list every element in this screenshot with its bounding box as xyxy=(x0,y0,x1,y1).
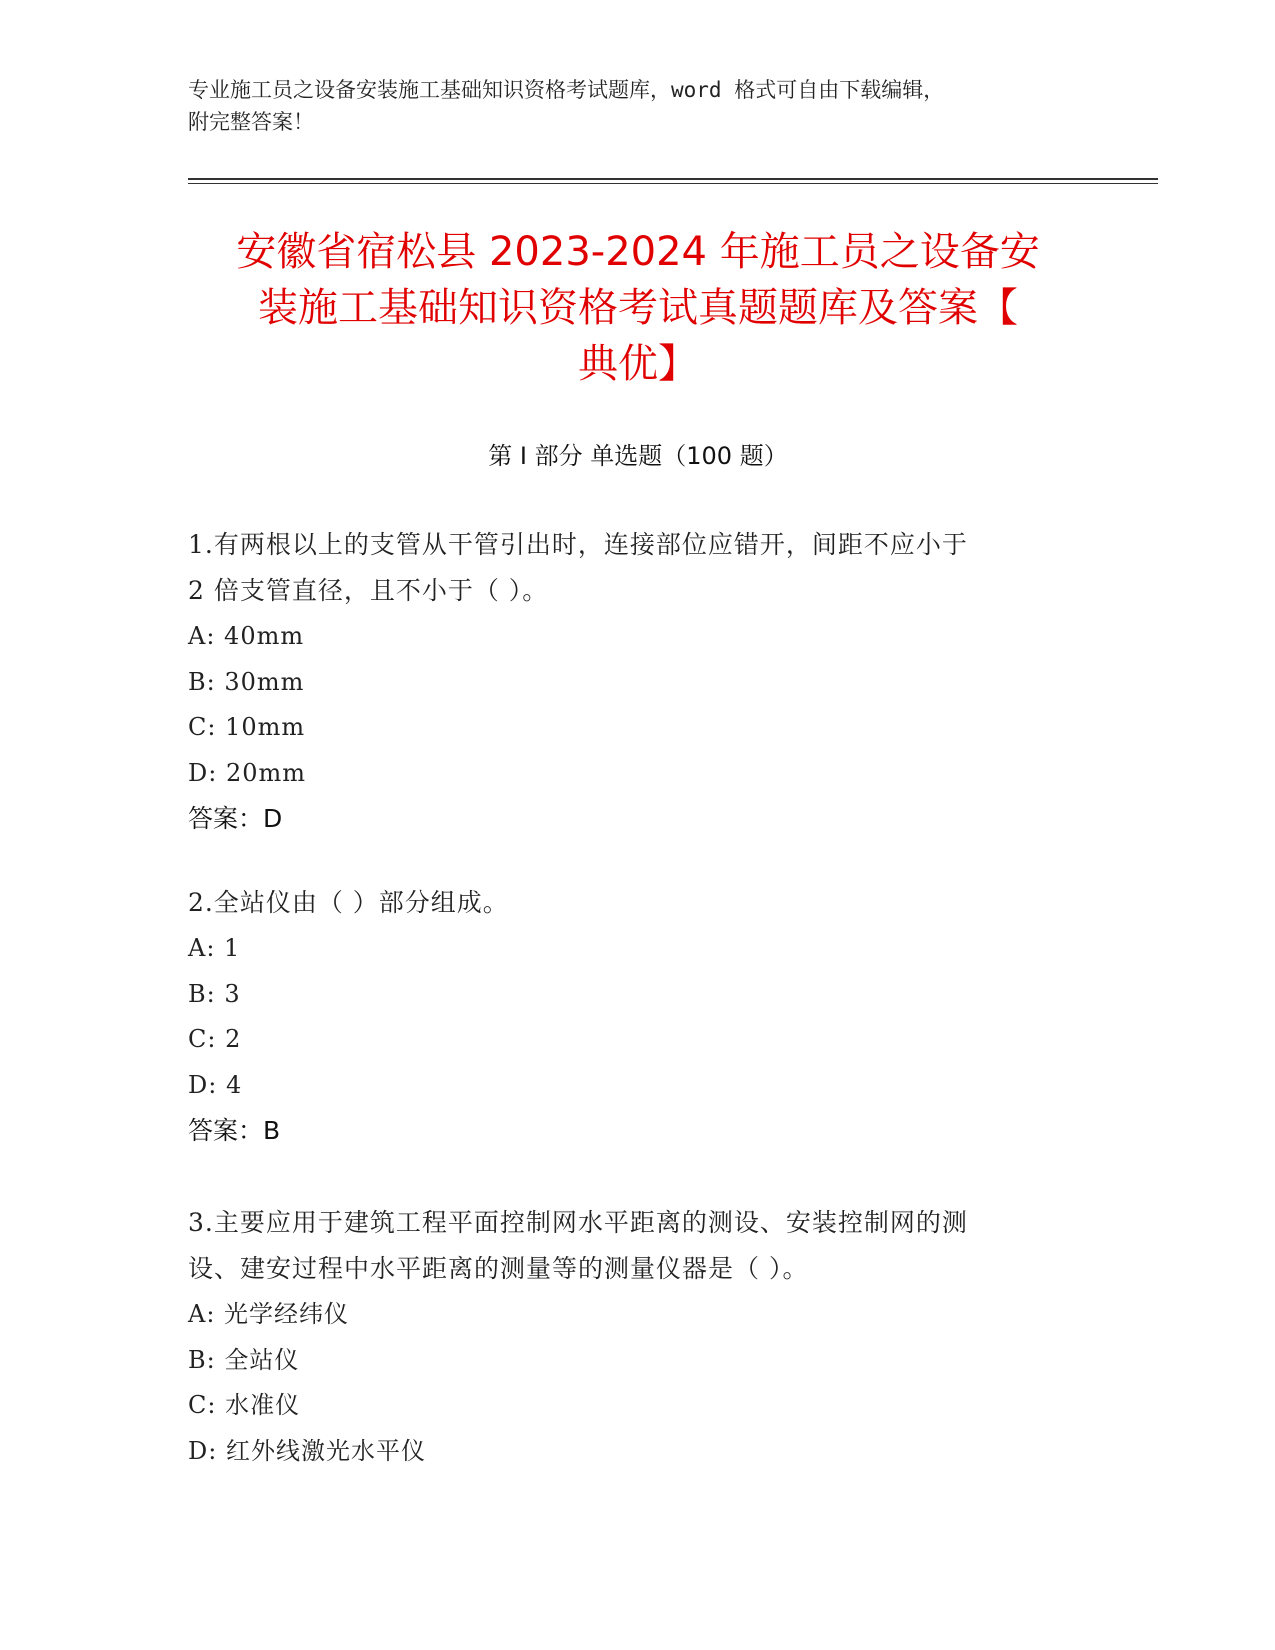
option-c: C: 水准仪 xyxy=(188,1391,301,1419)
question-text-line-2: 设、建安过程中水平距离的测量等的测量仪器是（ ）。 xyxy=(188,1254,809,1283)
option-d: D: 20mm xyxy=(188,758,307,787)
option-c: C: 10mm xyxy=(188,713,306,741)
option-a: A: 光学经纬仪 xyxy=(188,1300,350,1328)
question-3 xyxy=(188,1200,1068,1474)
question-1 xyxy=(188,522,1068,842)
question-2 xyxy=(188,880,1068,1154)
header-divider-thin xyxy=(188,183,1158,184)
question-text-line-1: 2.全站仪由（ ）部分组成。 xyxy=(188,888,509,917)
option-d: D: 红外线激光水平仪 xyxy=(188,1436,426,1465)
document-title-line-2: 装施工基础知识资格考试真题题库及答案【 xyxy=(258,285,1018,331)
document-title-line-1: 安徽省宿松县 2023-2024 年施工员之设备安 xyxy=(236,229,1040,275)
document-title-line-3: 典优】 xyxy=(578,341,698,387)
document-title xyxy=(188,224,1088,392)
header-note-line-1: 专业施工员之设备安装施工基础知识资格考试题库，word 格式可自由下载编辑， xyxy=(188,78,945,102)
option-b: B: 30mm xyxy=(188,667,305,696)
option-a: A: 1 xyxy=(188,934,241,962)
section-heading: 第 I 部分 单选题（100 题） xyxy=(488,442,788,470)
header-note-line-2: 附完整答案！ xyxy=(188,110,314,134)
option-b: B: 3 xyxy=(188,979,241,1008)
question-text-line-1: 1.有两根以上的支管从干管引出时，连接部位应错开，间距不应小于 xyxy=(188,530,968,559)
header-divider-thick xyxy=(188,178,1158,180)
option-a: A: 40mm xyxy=(188,622,305,650)
option-c: C: 2 xyxy=(188,1025,242,1053)
question-text-line-1: 3.主要应用于建筑工程平面控制网水平距离的测设、安装控制网的测 xyxy=(188,1208,968,1237)
header-note xyxy=(188,74,1068,138)
answer: 答案：B xyxy=(188,1116,281,1145)
question-text-line-2: 2 倍支管直径，且不小于（ ）。 xyxy=(188,576,549,605)
option-b: B: 全站仪 xyxy=(188,1345,300,1374)
answer: 答案：D xyxy=(188,804,283,833)
option-d: D: 4 xyxy=(188,1070,243,1099)
